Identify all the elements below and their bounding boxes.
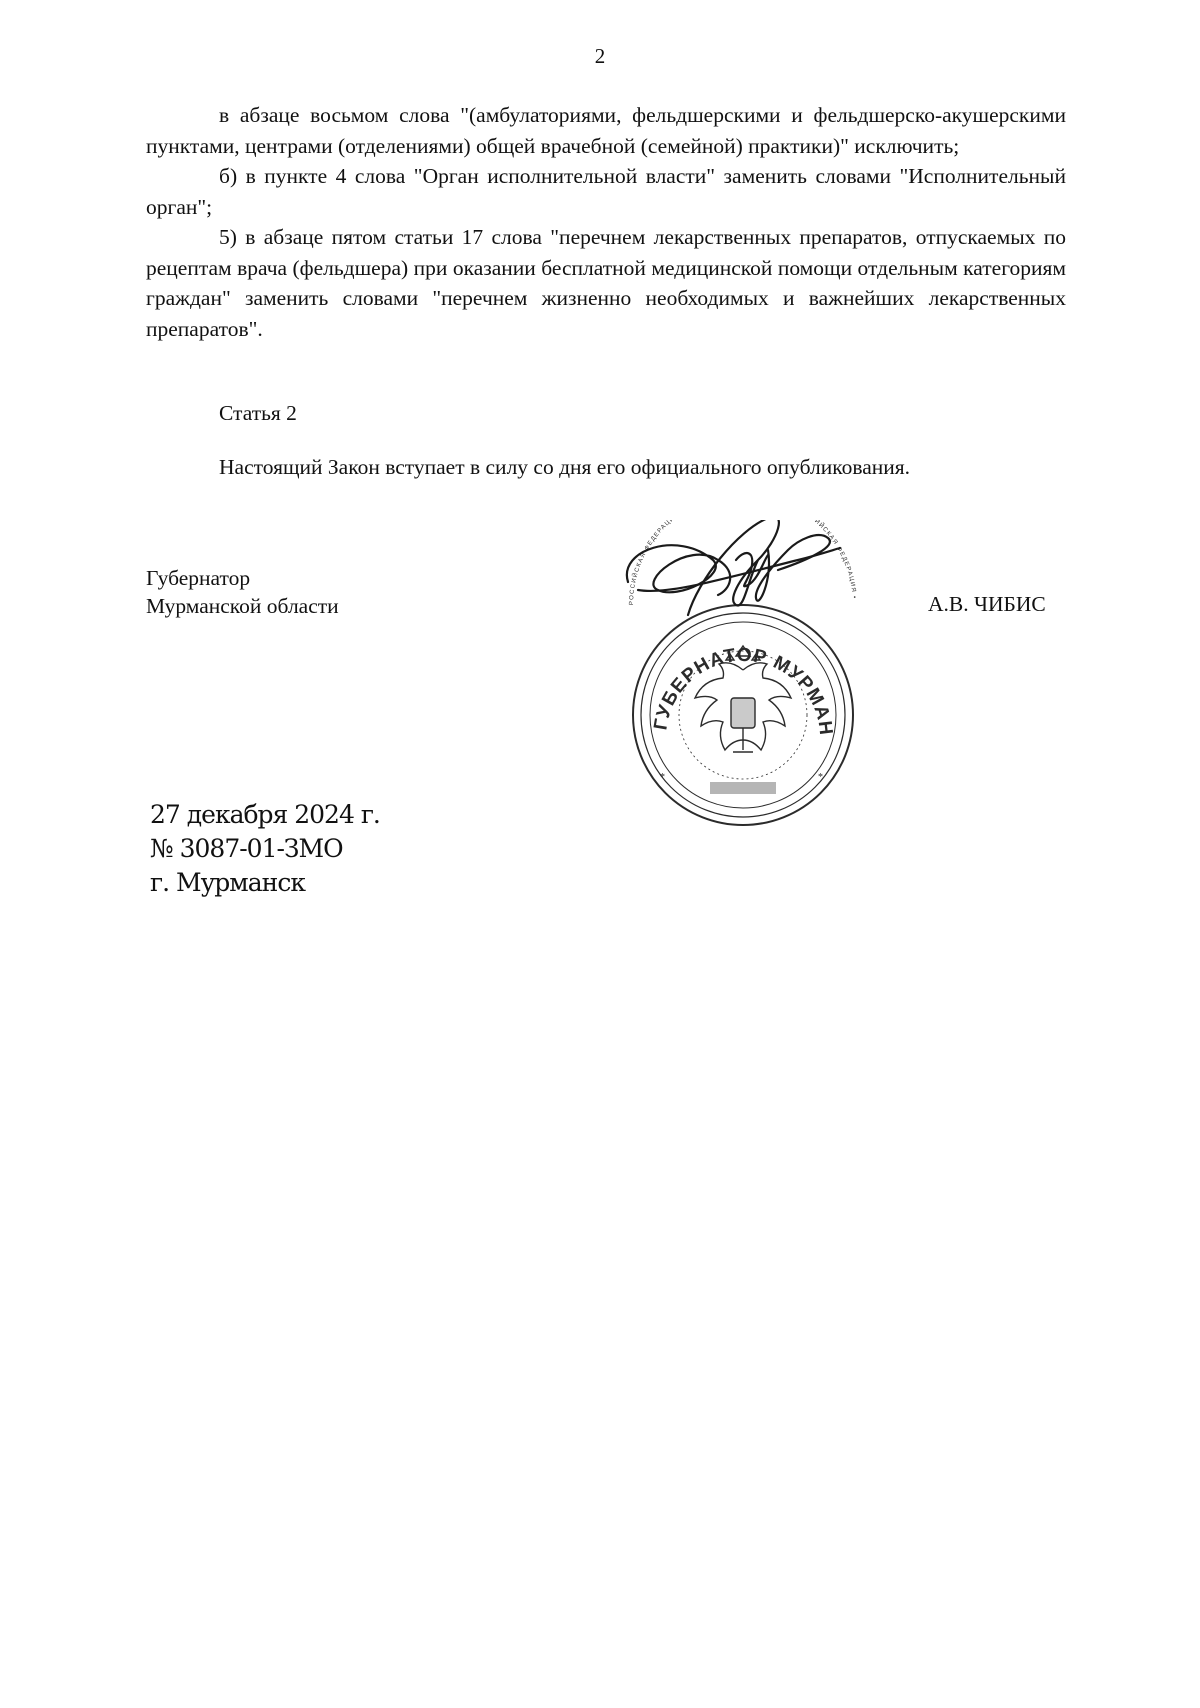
- paragraph: 5) в абзаце пятом статьи 17 слова "перечнем лекарственных препаратов, отпускаемых по рецептам врача (фельдшера) при оказании бесплатной медицинской помощи отдельным категориям граждан" заменить словами "перечнем жизненно необходимых и важнейших лекарственных препаратов".: [146, 225, 1066, 341]
- article-heading: Статья 2: [219, 401, 297, 425]
- svg-text:*: *: [818, 772, 823, 783]
- svg-text:ГУБЕРНАТОР МУРМАНСКОЙ ОБЛАСТИ: ГУБЕРНАТОР МУРМАН: [650, 644, 837, 737]
- issue-date: 27 декабря 2024 г.: [150, 800, 380, 829]
- law-number: № 3087-01-ЗМО: [150, 834, 343, 863]
- paragraph: б) в пункте 4 слова "Орган исполнительной власти" заменить словами "Исполнительный орган";: [146, 164, 1066, 219]
- article-text: Настоящий Закон вступает в силу со дня его официального опубликования.: [219, 455, 911, 479]
- signatory-name: А.В. ЧИБИС: [928, 592, 1046, 616]
- amendment-text: [146, 100, 1066, 344]
- signatory-title: [146, 564, 339, 620]
- official-seal-with-signature: [618, 520, 868, 856]
- svg-text:*: *: [660, 772, 665, 783]
- page-number: 2: [594, 44, 606, 68]
- signatory-title-line: Мурманской области: [146, 594, 339, 618]
- issue-details: [150, 798, 380, 900]
- svg-text:РОССИЙСКАЯ ФЕДЕРАЦИЯ • РОССИЙС: РОССИЙСКАЯ ФЕДЕРАЦ ИЙСКАЯ ФЕДЕРАЦИЯ •: [628, 520, 857, 606]
- signatory-title-line: Губернатор: [146, 566, 251, 590]
- paragraph: в абзаце восьмом слова "(амбулаториями, фельдшерскими и фельдшерско-акушерскими пунктами, центрами (отделениями) общей врачебной (семейной) практики)" исключить;: [146, 103, 1066, 158]
- seal-icon: [618, 520, 857, 825]
- issue-place: г. Мурманск: [150, 868, 305, 897]
